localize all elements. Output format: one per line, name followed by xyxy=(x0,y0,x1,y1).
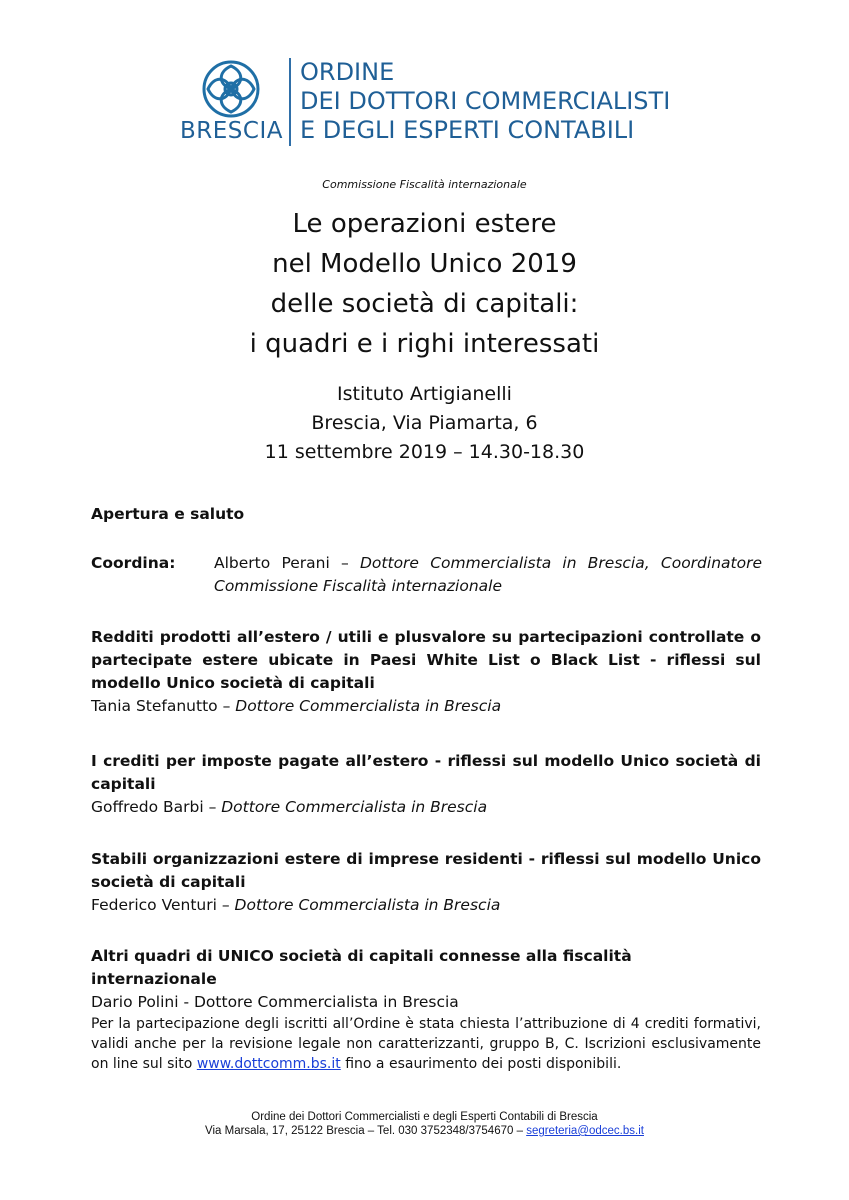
talk-speaker: Dario Polini - Dottore Commercialista in Brescia xyxy=(91,993,459,1011)
note-text: Per la partecipazione degli iscritti all’Ordine è stata chiesta l’attribuzione di 4 crediti formativi, validi anche per la revisione legale non caratterizzanti, gruppo B, C. Iscrizioni esclusivamente on line sul sito xyxy=(91,1016,761,1072)
title-line: delle società di capitali: xyxy=(270,289,579,319)
speaker-role: Dottore Commercialista in Brescia xyxy=(234,896,501,914)
venue-address: Brescia, Via Piamarta, 6 xyxy=(311,412,538,434)
note-text-end: fino a esaurimento dei posti disponibili. xyxy=(340,1056,622,1072)
event-datetime: 11 settembre 2019 – 14.30-18.30 xyxy=(264,441,585,463)
program-item xyxy=(91,750,761,819)
page-footer xyxy=(0,1110,849,1138)
credits-note xyxy=(91,1014,761,1074)
logo-org-line-2: DEI DOTTORI COMMERCIALISTI xyxy=(300,87,671,115)
footer-contact xyxy=(0,1124,849,1138)
talk-speaker xyxy=(91,695,761,718)
speaker-name: Goffredo Barbi – xyxy=(91,798,222,816)
logo-divider xyxy=(289,58,291,146)
venue-name: Istituto Artigianelli xyxy=(337,383,512,405)
title-line: Le operazioni estere xyxy=(292,209,557,239)
talk-title: Altri quadri di UNICO società di capitali connesse alla fiscalità internazionale xyxy=(91,947,632,988)
coordina-label: Coordina: xyxy=(91,554,176,572)
website-link[interactable]: www.dottcomm.bs.it xyxy=(196,1056,341,1072)
footer-address: Via Marsala, 17, 25122 Brescia – Tel. 030 3752348/3754670 – xyxy=(205,1125,527,1137)
talk-title: Redditi prodotti all’estero / utili e plusvalore su partecipazioni controllate o partecipate estere ubicate in Paesi White List o Black List - riflessi sul modello Unico società di capitali xyxy=(91,628,761,692)
footer-org: Ordine dei Dottori Commercialisti e degli Esperti Contabili di Brescia xyxy=(251,1111,598,1123)
talk-title: Stabili organizzazioni estere di imprese residenti - riflessi sul modello Unico società di capitali xyxy=(91,850,761,891)
event-venue xyxy=(0,380,849,467)
speaker-name: Federico Venturi – xyxy=(91,896,235,914)
commission-label: Commissione Fiscalità internazionale xyxy=(322,178,527,191)
coordinator-name: Alberto Perani – xyxy=(214,554,360,572)
coordinator xyxy=(214,552,762,598)
logo-city: BRESCIA xyxy=(180,118,283,144)
program-item xyxy=(91,848,761,917)
title-line: nel Modello Unico 2019 xyxy=(272,249,577,279)
talk-speaker xyxy=(91,894,761,917)
speaker-role: Dottore Commercialista in Brescia xyxy=(221,798,488,816)
coordinator-role: Dottore Commercialista in Brescia, Coordinatore Commissione Fiscalità internazionale xyxy=(214,554,762,595)
logo-org-line-1: ORDINE xyxy=(300,58,395,86)
talk-speaker xyxy=(91,796,761,819)
title-line: i quadri e i righi interessati xyxy=(249,329,600,359)
event-title xyxy=(0,204,849,364)
logo-org-line-3: E DEGLI ESPERTI CONTABILI xyxy=(300,116,635,144)
footer-email-link[interactable]: segreteria@odcec.bs.it xyxy=(526,1125,644,1137)
speaker-role: Dottore Commercialista in Brescia xyxy=(235,697,502,715)
opening-item: Apertura e saluto xyxy=(91,505,245,523)
celtic-knot-emblem-icon xyxy=(200,58,262,120)
speaker-name: Tania Stefanutto – xyxy=(91,697,236,715)
org-logo xyxy=(178,56,698,152)
program-item xyxy=(91,626,761,718)
talk-title: I crediti per imposte pagate all’estero - riflessi sul modello Unico società di capitali xyxy=(91,752,761,793)
program-item xyxy=(91,945,761,1014)
